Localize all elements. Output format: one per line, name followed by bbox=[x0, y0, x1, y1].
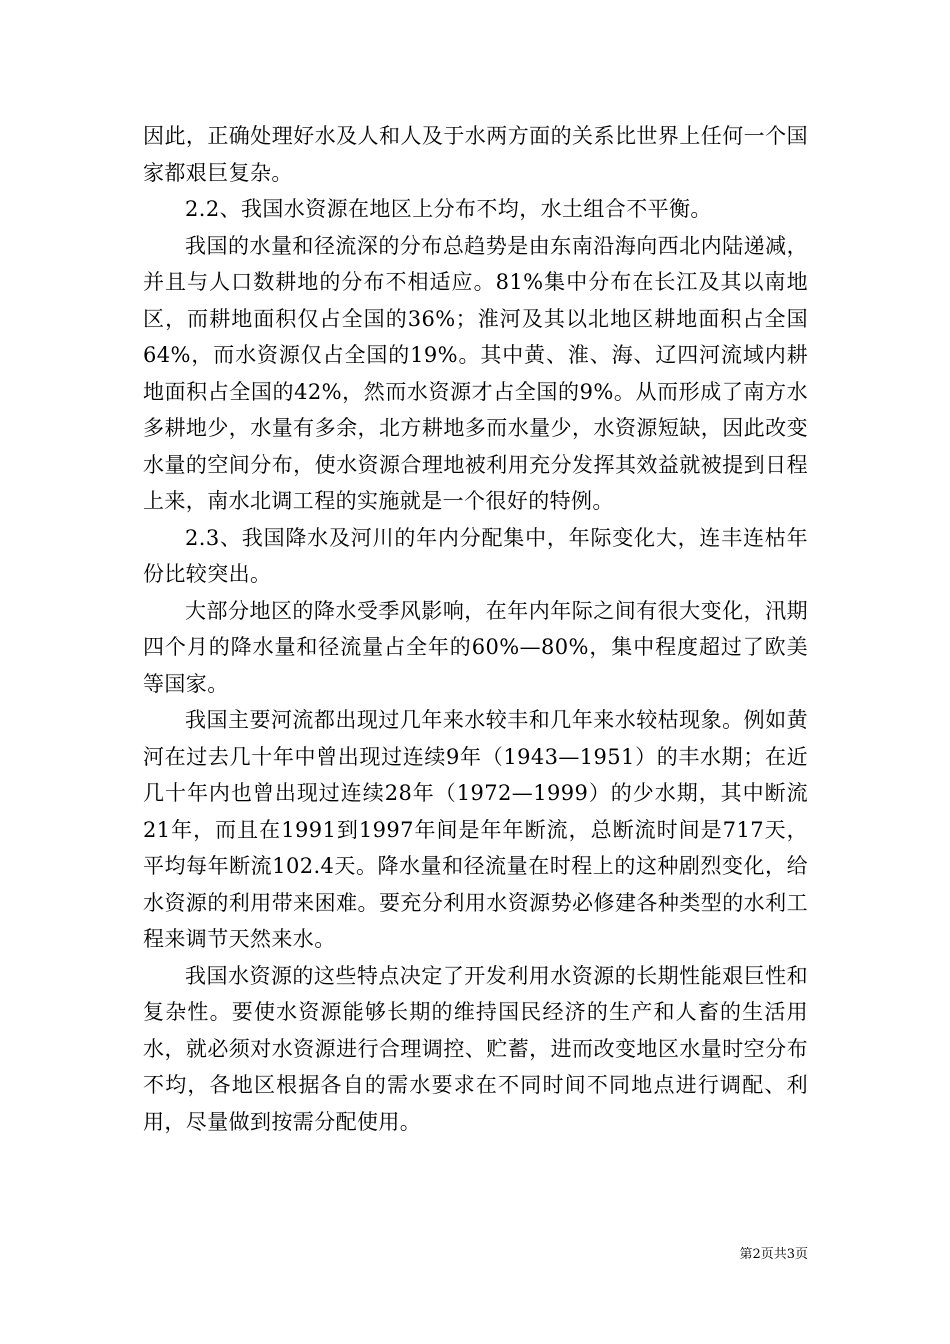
paragraph-conclusion: 我国水资源的这些特点决定了开发利用水资源的长期性能艰巨性和复杂性。要使水资源能够长期的维持国民经济的生产和人畜的生活用水，就必须对水资源进行合理调控、贮蓄，进而改变地区水量时空分布不均，各地区根据各自的需水要求在不同时间不同地点进行调配、利用，尽量做到按需分配使用。 bbox=[143, 963, 808, 1134]
body-text bbox=[143, 118, 808, 1140]
section-heading-2-3: 2.3、我国降水及河川的年内分配集中，年际变化大，连丰连枯年份比较突出。 bbox=[143, 525, 808, 586]
paragraph-distribution: 我国的水量和径流深的分布总趋势是由东南沿海向西北内陆递减，并且与人口数耕地的分布不相适应。81%集中分布在长江及其以南地区，而耕地面积仅占全国的36%；淮河及其以北地区耕地面积占全国64%，而水资源仅占全国的19%。其中黄、淮、海、辽四河流域内耕地面积占全国的42%，然而水资源才占全国的9%。从而形成了南方水多耕地少，水量有多余，北方耕地多而水量少，水资源短缺，因此改变水量的空间分布，使水资源合理地被利用充分发挥其效益就被提到日程上来，南水北调工程的实施就是一个很好的特例。 bbox=[143, 233, 808, 513]
page-number: 第2页共3页 bbox=[739, 1247, 808, 1262]
section-heading-2-2: 2.2、我国水资源在地区上分布不均，水土组合不平衡。 bbox=[185, 197, 712, 221]
paragraph-monsoon: 大部分地区的降水受季风影响，在年内年际之间有很大变化，汛期四个月的降水量和径流量占全年的60%—80%，集中程度超过了欧美等国家。 bbox=[143, 598, 808, 696]
paragraph-yellow-river: 我国主要河流都出现过几年来水较丰和几年来水较枯现象。例如黄河在过去几十年中曾出现过连续9年（1943—1951）的丰水期；在近几十年内也曾出现过连续28年（1972—1999）的少水期，其中断流21年，而且在1991到1997年间是年年断流，总断流时间是717天，平均每年断流102.4天。降水量和径流量在时程上的这种剧烈变化，给水资源的利用带来困难。要充分利用水资源势必修建各种类型的水利工程来调节天然来水。 bbox=[143, 708, 808, 951]
paragraph-continuation: 因此，正确处理好水及人和人及于水两方面的关系比世界上任何一个国家都艰巨复杂。 bbox=[143, 124, 808, 185]
